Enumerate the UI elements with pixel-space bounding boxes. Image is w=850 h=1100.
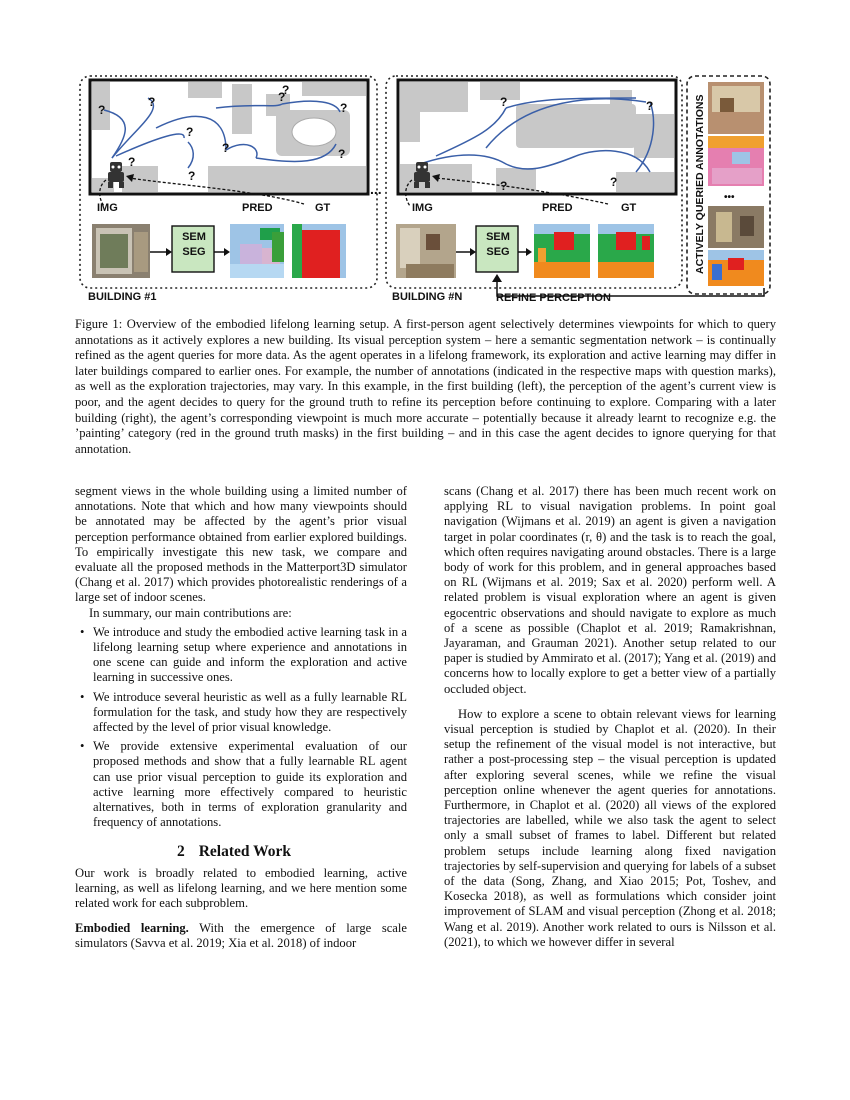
paragraph: segment views in the whole building using a limited number of annotations. Note that which and how many viewpoints should be annotated may be affected by the agent’s prior visual perception performance obtained from earlier explored buildings. To empirically investigate this new task, we compare and evaluate all the proposed methods in the Matterport3D simulator (Chang et al. 2017) which provides photorealistic renderings of a large set of indoor scenes. [75,484,407,605]
seg-label-n: SEG [486,246,510,258]
question-mark: ? [500,179,508,193]
question-mark: ? [340,101,348,115]
paragraph: Our work is broadly related to embodied learning, active learning, as well as lifelong learning, and we here mention some related work for each subproblem. [75,865,407,911]
question-mark: ? [338,147,346,161]
gt-label-1: GT [315,202,331,214]
paragraph: In summary, our main contributions are: [89,605,292,620]
gt-mask-1 [292,224,346,278]
building-1-label: BUILDING #1 [88,291,157,303]
img-label-1: IMG [97,202,118,214]
list-item: • We provide extensive experimental evaluation of our proposed methods and show that a fully learnable RL agent can use prior visual perception to guide its exploration and active learning more effectively compared to heuristic alternatives, both in terms of exploration granularity and frequency of annotations. [75,739,407,830]
question-mark: ? [646,99,654,113]
question-mark: ? [282,83,290,97]
pred-label-1: PRED [242,202,273,214]
annotation-thumbnails [708,82,764,286]
img-label-n: IMG [412,202,433,214]
question-mark: ? [188,169,196,183]
building-n-map [398,80,676,206]
figure-1 [76,68,776,308]
paragraph: How to explore a scene to obtain relevant views for learning visual perception is studied by Chaplot et al. (2020). In their setup the refinement of the visual model is not interactive, but rather a post-processing step – the visual perception is updated after exploring several scenes, while we refine the visual perception online whenever the agent queries for annotations. Furthermore, in Chaplot et al. (2020) all views of the explored trajectories are labelled, while we also task the agent to select only a small subset of frames to label. Different but related problem setups include learning along fixed navigation trajectories by self-supervision and querying for labels of a subset of the data (Song, Zhang, and Xiao 2015; Pot, Toshev, and Kosecka 2018), as well as formulations which consider joint improvement of SLAM and visual perception (Zhong et al. 2018; Wang et al. 2019). Another work related to ours is Nilsson et al. (2021), to which we however differ in several [444,706,776,949]
question-mark: ? [278,90,286,104]
gt-label-n: GT [621,202,637,214]
sem-label-n: SEM [486,231,510,243]
paragraph [75,921,407,951]
list-item: • We introduce several heuristic as well as a fully learnable RL formulation for the task, and study how they are respectively affected by the level of prior visual knowledge. [75,690,407,736]
building-1-pipeline [92,224,346,278]
gt-mask-n [598,224,654,278]
question-mark: ? [222,141,230,155]
section-number: 2 [176,843,185,861]
run-in-heading: Embodied learning. [75,921,189,936]
paragraph: scans (Chang et al. 2017) there has been much recent work on applying RL to visual navigation problems. In point goal navigation (Wijmans et al. 2019) an agent is given a navigation target in polar coordinates (r, θ) and the task is to reach the goal, which often requires navigating around obstacles. There is a large body of work for this problem, and in general approaches based on RL (Wijmans et al. 2019; Sax et al. 2020) perform well. A related problem is visual exploration where an agent is given egocentric observations and should navigate to explore as much of a scene as possible (Chaplot et al. 2019; Ramakrishnan, Jayaraman, and Grauman 2021). Another setup related to our paper is studied by Ammirato et al. (2017); Yang et al. (2019) and concerns how to locally explore to get a better view of a partially occluded object. [444,484,776,696]
question-mark: ? [186,125,194,139]
seg-label-1: SEG [182,246,206,258]
pred-mask-n [534,224,590,278]
annotations-label: ACTIVELY QUERIED ANNOTATIONS [694,94,706,274]
figure-caption: Figure 1: Overview of the embodied lifelong learning setup. A first-person agent selectively determines viewpoints for which to query annotations as it actively explores a new building. Its visual perception system – here a semantic segmentation network – is continually refined as the agent queries for more data. As the agent operates in a lifelong framework, its exploration and active learning may differ in later buildings compared to earlier ones. For example, the number of annotations (indicated in the respective maps with question marks), as well as the exploration trajectories, may vary. In this example, in the first building (left), the perception of the agent’s current view is poor, and the agent decides to query for the ground truth to refine its perception before continuing to explore. Comparing with a later building (right), the agent’s corresponding viewpoint is much more accurate – potentially because it already learnt to recognize e.g. the ’painting’ category (red in the ground truth masks) in the first building – and in this case the agent decides to ignore querying for that annotation. [75,317,776,456]
section-title: Related Work [198,843,292,861]
right-column [444,484,776,950]
left-column [75,484,407,952]
panel-ellipsis: ... [370,181,382,197]
section-heading [75,844,407,859]
question-mark: ? [128,155,136,169]
building-n-label: BUILDING #N [392,291,463,303]
list-item: • We introduce and study the embodied active learning task in a lifelong learning setup where experience and annotations in one scene can guide and inform the exploration and active learning in successive ones. [75,625,407,686]
vertical-ellipsis: ••• [724,192,735,203]
paragraph-text: With the emergence of large scale simulators (Savva et al. 2019; Xia et al. 2018) of indoor [75,921,407,951]
question-mark: ? [98,103,106,117]
contributions-list [75,625,407,831]
question-mark: ? [500,95,508,109]
question-mark: ? [610,175,618,189]
sem-label-1: SEM [182,231,206,243]
pred-label-n: PRED [542,202,573,214]
question-mark: ? [148,95,156,109]
pred-mask-1 [230,224,284,278]
building-1-map [90,80,368,206]
refine-perception-label: REFINE PERCEPTION [496,292,611,304]
building-n-pipeline [396,224,654,278]
figure-1-diagram [76,68,776,308]
